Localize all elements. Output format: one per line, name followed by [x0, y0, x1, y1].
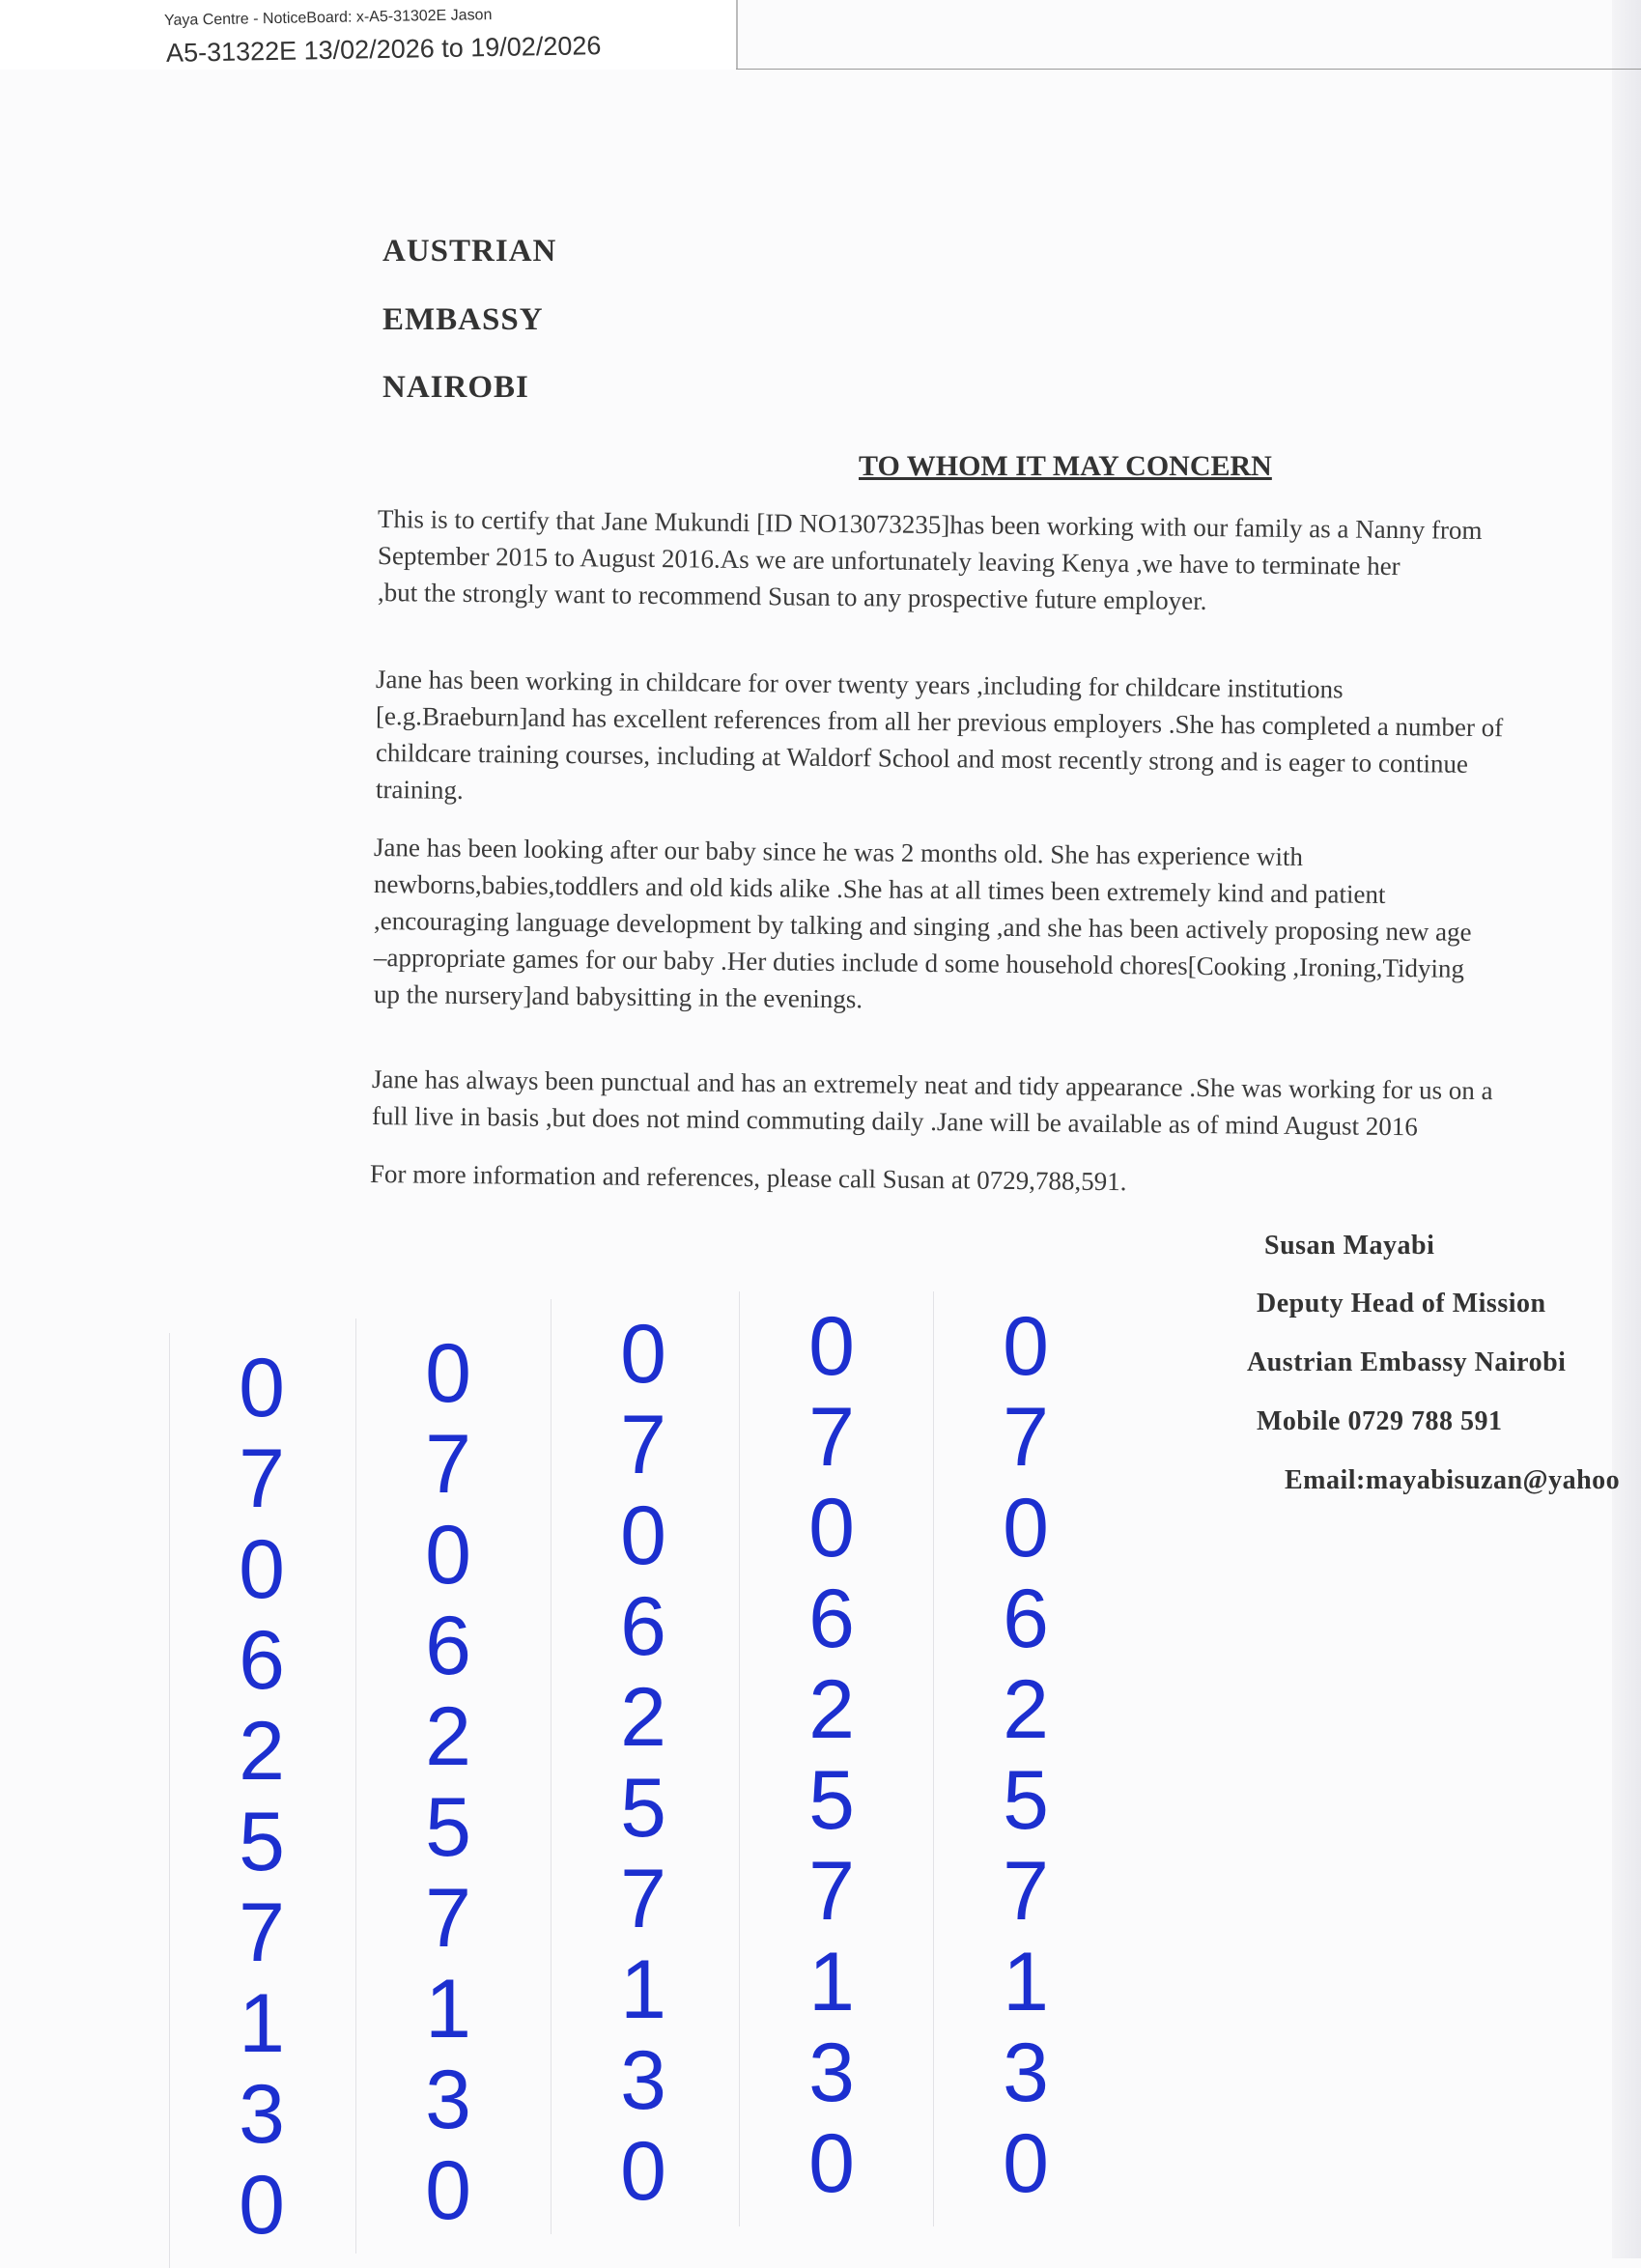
- letterhead-line: NAIROBI: [382, 370, 529, 405]
- handwritten-digit: 0: [425, 1327, 471, 1420]
- handwritten-digit: 2: [425, 1690, 471, 1783]
- handwritten-digit: 1: [239, 1977, 285, 2070]
- handwritten-digit: 7: [239, 1886, 285, 1979]
- handwritten-digit: 7: [620, 1399, 666, 1491]
- handwritten-digit: 0: [620, 1489, 666, 1582]
- handwritten-digit: 0: [808, 2117, 855, 2210]
- handwritten-digit: 5: [1003, 1754, 1049, 1847]
- handwritten-digit: 7: [1003, 1391, 1049, 1484]
- handwritten-digit: 0: [239, 1342, 285, 1434]
- handwritten-digit: 0: [1003, 2117, 1049, 2210]
- handwritten-digit: 1: [620, 1943, 666, 2036]
- paragraph-line: full live in basis ,but does not mind commuting daily .Jane will be available as of mind August 2016: [371, 1101, 1418, 1142]
- handwritten-digit: 5: [425, 1781, 471, 1874]
- tear-off-strip[interactable]: [355, 1318, 540, 2254]
- page-edge-shadow: [1612, 0, 1641, 2258]
- handwritten-phone-number: [552, 1309, 735, 2217]
- handwritten-digit: 6: [1003, 1573, 1049, 1665]
- paragraph-line: childcare training courses, including at Waldorf School and most recently strong and is eager to continue: [375, 738, 1469, 779]
- paragraph-line: Jane has been working in childcare for over twenty years ,including for childcare institutions: [375, 665, 1344, 704]
- handwritten-digit: 7: [425, 1418, 471, 1511]
- handwritten-digit: 3: [239, 2068, 285, 2161]
- notice-stamp: [0, 0, 738, 70]
- handwritten-digit: 3: [808, 2027, 855, 2119]
- paragraph-line: Jane has always been punctual and has an extremely neat and tidy appearance .She was working for us on a: [371, 1064, 1493, 1106]
- tear-off-strip[interactable]: [169, 1333, 354, 2268]
- stamp-line-1: Yaya Centre - NoticeBoard: x-A5-31302E Jason: [163, 7, 493, 29]
- handwritten-digit: 6: [425, 1600, 471, 1692]
- paragraph-line: up the nursery]and babysitting in the evenings.: [373, 979, 863, 1014]
- handwritten-digit: 0: [239, 2159, 285, 2252]
- handwritten-digit: 0: [1003, 1300, 1049, 1393]
- paragraph-line: This is to certify that Jane Mukundi [ID NO13073235]has been working with our family as a Nanny from: [377, 504, 1483, 545]
- handwritten-digit: 5: [808, 1754, 855, 1847]
- handwritten-digit: 1: [1003, 1936, 1049, 2028]
- handwritten-digit: 2: [808, 1663, 855, 1756]
- letterhead-line: EMBASSY: [382, 302, 544, 337]
- handwritten-digit: 0: [1003, 1482, 1049, 1574]
- handwritten-digit: 0: [808, 1482, 855, 1574]
- handwritten-digit: 7: [808, 1845, 855, 1938]
- handwritten-phone-number: [356, 1328, 540, 2236]
- signature-line: Deputy Head of Mission: [1257, 1289, 1546, 1318]
- tear-off-strip[interactable]: [739, 1291, 923, 2226]
- handwritten-digit: 7: [808, 1391, 855, 1484]
- handwritten-digit: 7: [620, 1853, 666, 1945]
- handwritten-digit: 2: [1003, 1663, 1049, 1756]
- signature-line: Mobile 0729 788 591: [1257, 1406, 1503, 1436]
- handwritten-digit: 3: [1003, 2027, 1049, 2119]
- signature-line: Email:mayabisuzan@yahoo: [1285, 1465, 1621, 1495]
- handwritten-phone-number: [740, 1301, 923, 2209]
- tear-off-strip[interactable]: [933, 1291, 1118, 2226]
- handwritten-digit: 1: [808, 1936, 855, 2028]
- letter-title: TO WHOM IT MAY CONCERN: [859, 450, 1272, 482]
- divider: [736, 69, 1641, 70]
- handwritten-digit: 7: [425, 1872, 471, 1965]
- stamp-line-2: A5-31322E 13/02/2026 to 19/02/2026: [165, 31, 602, 68]
- handwritten-digit: 0: [239, 1523, 285, 1616]
- handwritten-digit: 3: [425, 2054, 471, 2146]
- handwritten-digit: 0: [425, 2144, 471, 2237]
- paragraph-line: training.: [375, 775, 464, 805]
- handwritten-phone-number: [170, 1343, 354, 2251]
- signature-line: Susan Mayabi: [1264, 1231, 1435, 1261]
- handwritten-digit: 0: [620, 2125, 666, 2218]
- handwritten-digit: 6: [239, 1614, 285, 1707]
- handwritten-digit: 0: [808, 1300, 855, 1393]
- handwritten-phone-number: [934, 1301, 1118, 2209]
- handwritten-digit: 6: [620, 1580, 666, 1673]
- handwritten-digit: 1: [425, 1963, 471, 2055]
- paragraph-line: ,encouraging language development by talking and singing ,and she has been actively proposing new age: [373, 906, 1472, 947]
- handwritten-digit: 5: [620, 1762, 666, 1855]
- paragraph-line: For more information and references, please call Susan at 0729,788,591.: [369, 1159, 1127, 1197]
- handwritten-digit: 0: [620, 1308, 666, 1401]
- handwritten-digit: 7: [239, 1432, 285, 1525]
- handwritten-digit: 6: [808, 1573, 855, 1665]
- paragraph-line: ,but the strongly want to recommend Susan to any prospective future employer.: [377, 578, 1207, 615]
- paragraph-line: –appropriate games for our baby .Her duties include d some household chores[Cooking ,Ironing,Tidying: [373, 943, 1465, 983]
- paragraph-line: September 2015 to August 2016.As we are unfortunately leaving Kenya ,we have to terminate her: [377, 541, 1401, 581]
- handwritten-digit: 3: [620, 2034, 666, 2127]
- tear-off-strip[interactable]: [551, 1299, 735, 2234]
- handwritten-digit: 2: [239, 1705, 285, 1798]
- paragraph-line: [e.g.Braeburn]and has excellent references from all her previous employers .She has completed a number of: [375, 701, 1504, 743]
- signature-line: Austrian Embassy Nairobi: [1247, 1347, 1567, 1377]
- paragraph-line: newborns,babies,toddlers and old kids alike .She has at all times been extremely kind and patient: [373, 869, 1386, 909]
- handwritten-digit: 2: [620, 1671, 666, 1764]
- letterhead-line: AUSTRIAN: [382, 234, 557, 269]
- handwritten-digit: 0: [425, 1509, 471, 1602]
- handwritten-digit: 5: [239, 1796, 285, 1888]
- handwritten-digit: 7: [1003, 1845, 1049, 1938]
- paragraph-line: Jane has been looking after our baby since he was 2 months old. She has experience with: [373, 833, 1304, 872]
